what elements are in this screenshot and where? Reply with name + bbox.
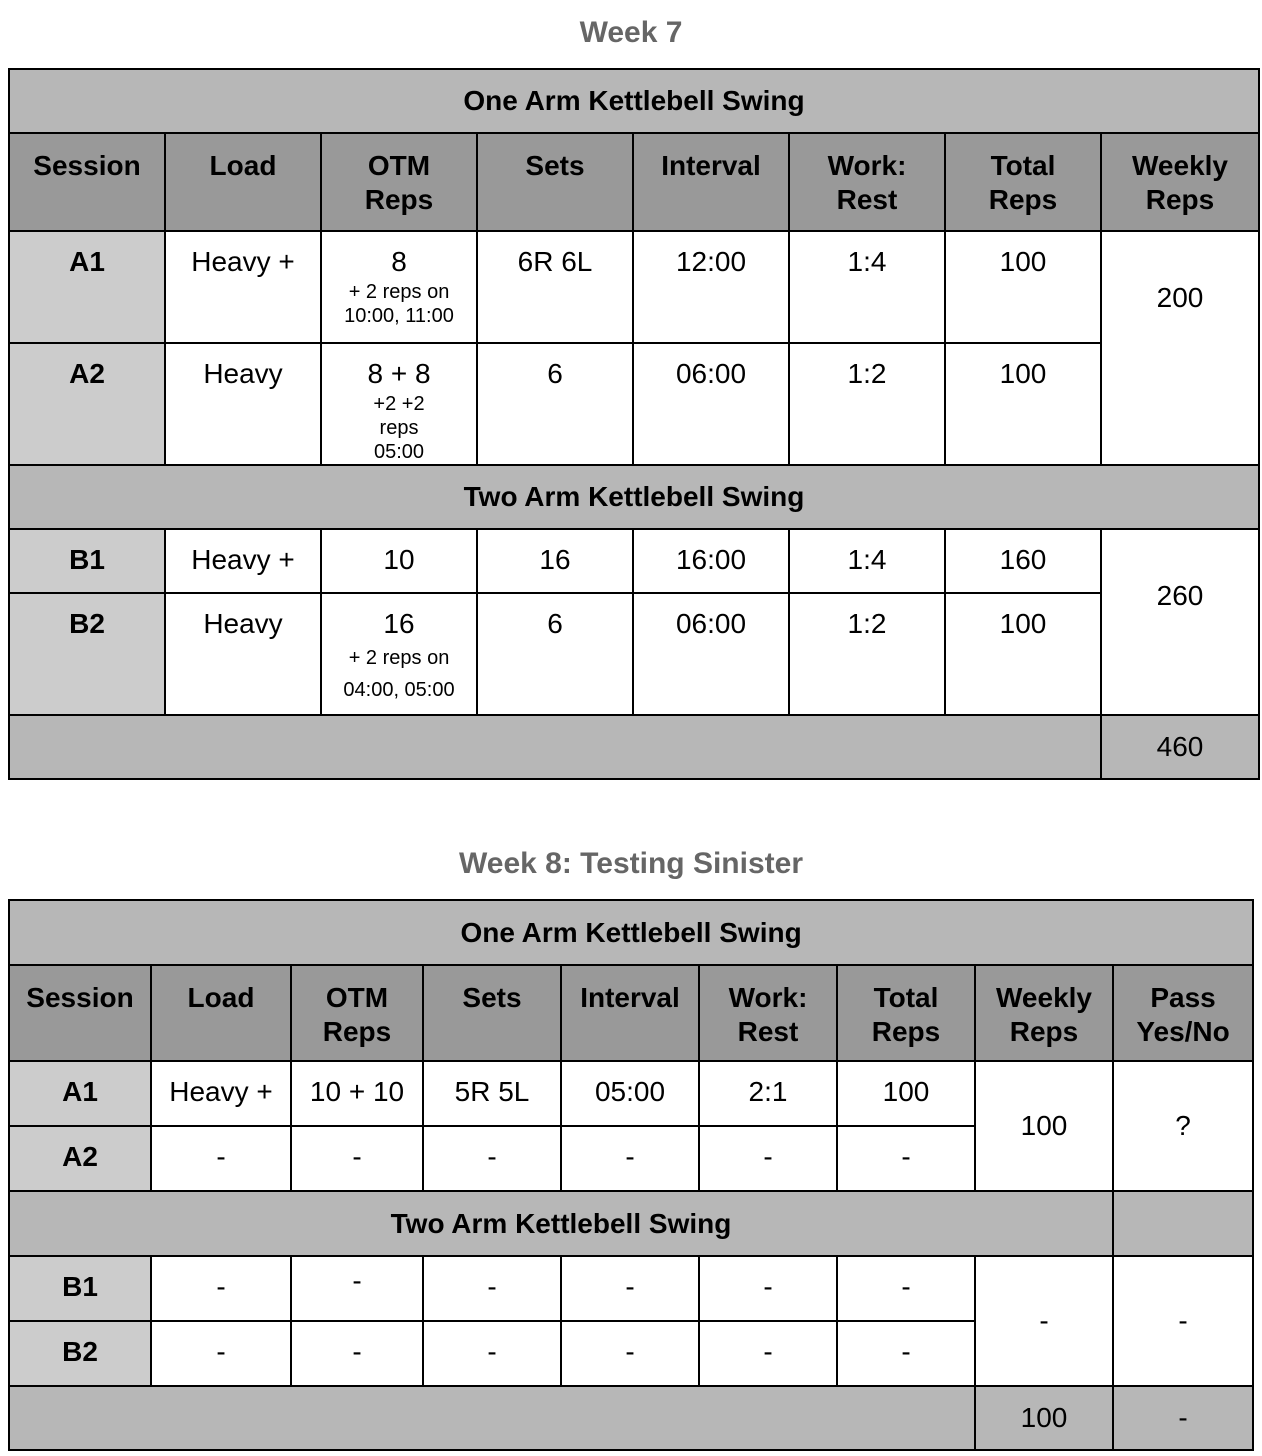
- grand-total-spacer: [9, 715, 1101, 779]
- load-cell: Heavy: [165, 343, 321, 465]
- grand-total-row: [9, 715, 1259, 779]
- sets-cell: -: [423, 1256, 561, 1321]
- interval-cell: -: [561, 1256, 699, 1321]
- week7-table: [8, 68, 1260, 780]
- otm-cell: [321, 343, 477, 465]
- weekly-reps-cell: 200: [1101, 231, 1259, 465]
- section-title: Two Arm Kettlebell Swing: [9, 1191, 1113, 1256]
- table-row: [9, 593, 1259, 715]
- interval-cell: -: [561, 1321, 699, 1386]
- load-cell: -: [151, 1126, 291, 1191]
- col-header-total-reps: Total Reps: [945, 133, 1101, 231]
- col-header-otm-reps: OTM Reps: [321, 133, 477, 231]
- grand-total-row: [9, 1386, 1253, 1450]
- weekly-reps-cell: 260: [1101, 529, 1259, 715]
- otm-cell: [321, 593, 477, 715]
- grand-pass-cell: -: [1113, 1386, 1253, 1450]
- session-cell: A2: [9, 1126, 151, 1191]
- total-reps-cell: -: [837, 1321, 975, 1386]
- column-header-row: [9, 965, 1253, 1061]
- work-rest-cell: 1:4: [789, 529, 945, 593]
- session-cell: B2: [9, 593, 165, 715]
- sets-cell: 6R 6L: [477, 231, 633, 343]
- section-title: One Arm Kettlebell Swing: [9, 900, 1253, 965]
- sets-cell: 5R 5L: [423, 1061, 561, 1126]
- session-cell: A1: [9, 1061, 151, 1126]
- col-header-total-reps: Total Reps: [837, 965, 975, 1061]
- col-header-pass: Pass Yes/No: [1113, 965, 1253, 1061]
- col-header-interval: Interval: [633, 133, 789, 231]
- pass-cell: ?: [1113, 1061, 1253, 1191]
- interval-cell: 12:00: [633, 231, 789, 343]
- work-rest-cell: 1:2: [789, 593, 945, 715]
- session-cell: B2: [9, 1321, 151, 1386]
- section-header-row: [9, 1191, 1253, 1256]
- col-header-otm-reps: OTM Reps: [291, 965, 423, 1061]
- otm-cell: -: [291, 1256, 423, 1321]
- pass-cell: -: [1113, 1256, 1253, 1386]
- load-cell: Heavy: [165, 593, 321, 715]
- col-header-interval: Interval: [561, 965, 699, 1061]
- total-reps-cell: 160: [945, 529, 1101, 593]
- table-row: [9, 343, 1259, 465]
- col-header-load: Load: [165, 133, 321, 231]
- total-reps-cell: 100: [945, 593, 1101, 715]
- otm-cell: 10 + 10: [291, 1061, 423, 1126]
- col-header-work-rest: Work: Rest: [699, 965, 837, 1061]
- section-blank-cell: [1113, 1191, 1253, 1256]
- work-rest-cell: 2:1: [699, 1061, 837, 1126]
- grand-total-spacer: [9, 1386, 975, 1450]
- otm-cell: 10: [321, 529, 477, 593]
- col-header-work-rest: Work: Rest: [789, 133, 945, 231]
- otm-cell: -: [291, 1126, 423, 1191]
- sets-cell: -: [423, 1126, 561, 1191]
- col-header-session: Session: [9, 965, 151, 1061]
- total-reps-cell: 100: [837, 1061, 975, 1126]
- total-reps-cell: -: [837, 1126, 975, 1191]
- otm-value: 8: [391, 246, 407, 277]
- load-cell: -: [151, 1321, 291, 1386]
- interval-cell: 06:00: [633, 593, 789, 715]
- otm-note: +2 +2 reps 05:00: [373, 393, 425, 463]
- load-cell: Heavy +: [165, 231, 321, 343]
- work-rest-cell: -: [699, 1256, 837, 1321]
- section-title: Two Arm Kettlebell Swing: [9, 465, 1259, 529]
- load-cell: -: [151, 1256, 291, 1321]
- table-row: [9, 231, 1259, 343]
- interval-cell: 05:00: [561, 1061, 699, 1126]
- section-title: One Arm Kettlebell Swing: [9, 69, 1259, 133]
- col-header-weekly-reps: Weekly Reps: [1101, 133, 1259, 231]
- sets-cell: -: [423, 1321, 561, 1386]
- table-row: [9, 1256, 1253, 1321]
- interval-cell: 06:00: [633, 343, 789, 465]
- otm-note: + 2 reps on 10:00, 11:00: [344, 281, 454, 327]
- otm-cell: [321, 231, 477, 343]
- column-header-row: [9, 133, 1259, 231]
- grand-total-cell: 460: [1101, 715, 1259, 779]
- otm-cell: -: [291, 1321, 423, 1386]
- col-header-sets: Sets: [423, 965, 561, 1061]
- session-cell: B1: [9, 1256, 151, 1321]
- week7-title: Week 7: [579, 16, 683, 49]
- col-header-load: Load: [151, 965, 291, 1061]
- load-cell: Heavy +: [151, 1061, 291, 1126]
- otm-note: + 2 reps on 04:00, 05:00: [343, 647, 455, 701]
- week8-table: [8, 899, 1254, 1451]
- work-rest-cell: -: [699, 1126, 837, 1191]
- col-header-session: Session: [9, 133, 165, 231]
- section-header-row: [9, 69, 1259, 133]
- work-rest-cell: 1:4: [789, 231, 945, 343]
- sets-cell: 6: [477, 593, 633, 715]
- work-rest-cell: 1:2: [789, 343, 945, 465]
- weekly-reps-cell: -: [975, 1256, 1113, 1386]
- section-header-row: [9, 900, 1253, 965]
- table-row: [9, 1061, 1253, 1126]
- interval-cell: -: [561, 1126, 699, 1191]
- table-row: [9, 529, 1259, 593]
- interval-cell: 16:00: [633, 529, 789, 593]
- load-cell: Heavy +: [165, 529, 321, 593]
- weekly-reps-cell: 100: [975, 1061, 1113, 1191]
- session-cell: A1: [9, 231, 165, 343]
- col-header-sets: Sets: [477, 133, 633, 231]
- section-header-row: [9, 465, 1259, 529]
- week8-title: Week 8: Testing Sinister: [459, 847, 803, 880]
- session-cell: A2: [9, 343, 165, 465]
- total-reps-cell: -: [837, 1256, 975, 1321]
- otm-value: 16: [383, 608, 415, 639]
- otm-value: 8 + 8: [367, 358, 431, 389]
- sets-cell: 6: [477, 343, 633, 465]
- total-reps-cell: 100: [945, 231, 1101, 343]
- work-rest-cell: -: [699, 1321, 837, 1386]
- col-header-weekly-reps: Weekly Reps: [975, 965, 1113, 1061]
- session-cell: B1: [9, 529, 165, 593]
- total-reps-cell: 100: [945, 343, 1101, 465]
- sets-cell: 16: [477, 529, 633, 593]
- grand-total-cell: 100: [975, 1386, 1113, 1450]
